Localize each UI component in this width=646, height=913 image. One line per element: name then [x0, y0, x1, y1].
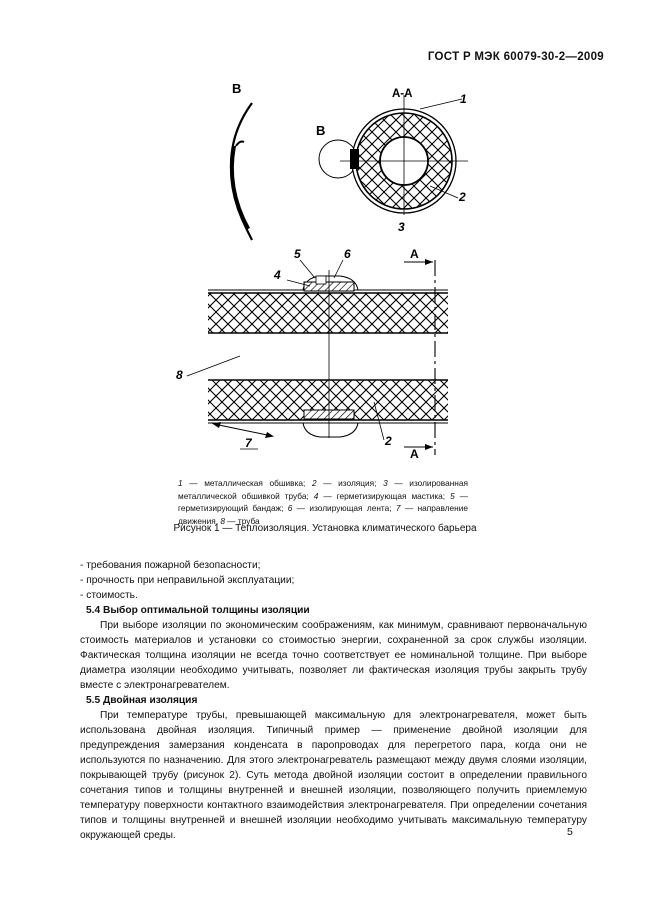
page-number: 5: [567, 826, 573, 838]
section-5-5-text: При температуре трубы, превышающей максимальную для электронагревателя, может быть использована двойная изоляция. Типичный пример — применение двойной изоляции для предупреждения замерзания конденсата в паропроводах для перегретого пара, когда они не используются по назначению. Для этого электронагреватель размещают между двумя слоями изоляции, покрывающей трубу (рисунок 2). Суть метода двойной изоляции состоит в определении правильного сочетания типов и толщины внутренней и внешней изоляции, позволяющего получить приемлемую температуру поверхности контактного взаимодействия электронагревателя. При определении сочетания типов и толщины внутренней и внешней изоляции необходимо учитывать максимальную температуру окружающей среды.: [80, 710, 587, 841]
label-4: 4: [274, 268, 281, 282]
section-5-4-title: 5.4 Выбор оптимальной толщины изоляции: [86, 605, 310, 616]
document-header: ГОСТ Р МЭК 60079-30-2—2009: [427, 51, 604, 63]
label-a-bottom: А: [410, 447, 419, 461]
label-5: 5: [294, 247, 301, 261]
label-b-section: В: [316, 123, 326, 138]
label-a-top: А: [410, 247, 419, 261]
label-2-section: 2: [459, 190, 466, 204]
section-5-4-text: При выборе изоляции по экономическим соображениям, как минимум, сравнивают первоначальную стоимость материалов и установки со стоимостью энергии, сохраненной за срок службы изоляции. Фактическая толщина изоляции не всегда точно соответствует ее номинальной толщине. При выборе диаметра изоляции необходимо учитывать, позволяет ли фактическая изоляция трубы закрыть трубу вместе с электронагревателем.: [80, 620, 587, 691]
label-1: 1: [460, 92, 467, 106]
bullet-item: - стоимость.: [80, 590, 138, 601]
section-5-5-title: 5.5 Двойная изоляция: [86, 695, 198, 706]
detail-b-view: [230, 81, 252, 240]
longitudinal-section: [176, 247, 448, 461]
bullet-item: - прочность при неправильной эксплуатации;: [80, 575, 295, 586]
label-6: 6: [344, 247, 351, 261]
label-section-a-a: А-А: [392, 88, 413, 100]
figure-caption: Рисунок 1 — Теплоизоляция. Установка климатического барьера: [173, 523, 477, 534]
label-7: 7: [245, 436, 252, 450]
label-b-detail: В: [232, 81, 242, 96]
label-8: 8: [176, 368, 183, 382]
label-3: 3: [398, 220, 405, 234]
figure-legend: 1 — металлическая обшивка; 2 — изоляция; 3 — изолированная металлической обшивкой труба; 4 — герметизирующая мастика; 5 — герметизирующий бандаж; 6 — изолирующая лента; 7 — направление движения, 8 — труба: [178, 478, 468, 526]
section-a-a: [316, 88, 468, 234]
body-text: [80, 558, 587, 843]
label-2-longitudinal: 2: [385, 434, 392, 448]
bullet-item: - требования пожарной безопасности;: [80, 560, 261, 571]
